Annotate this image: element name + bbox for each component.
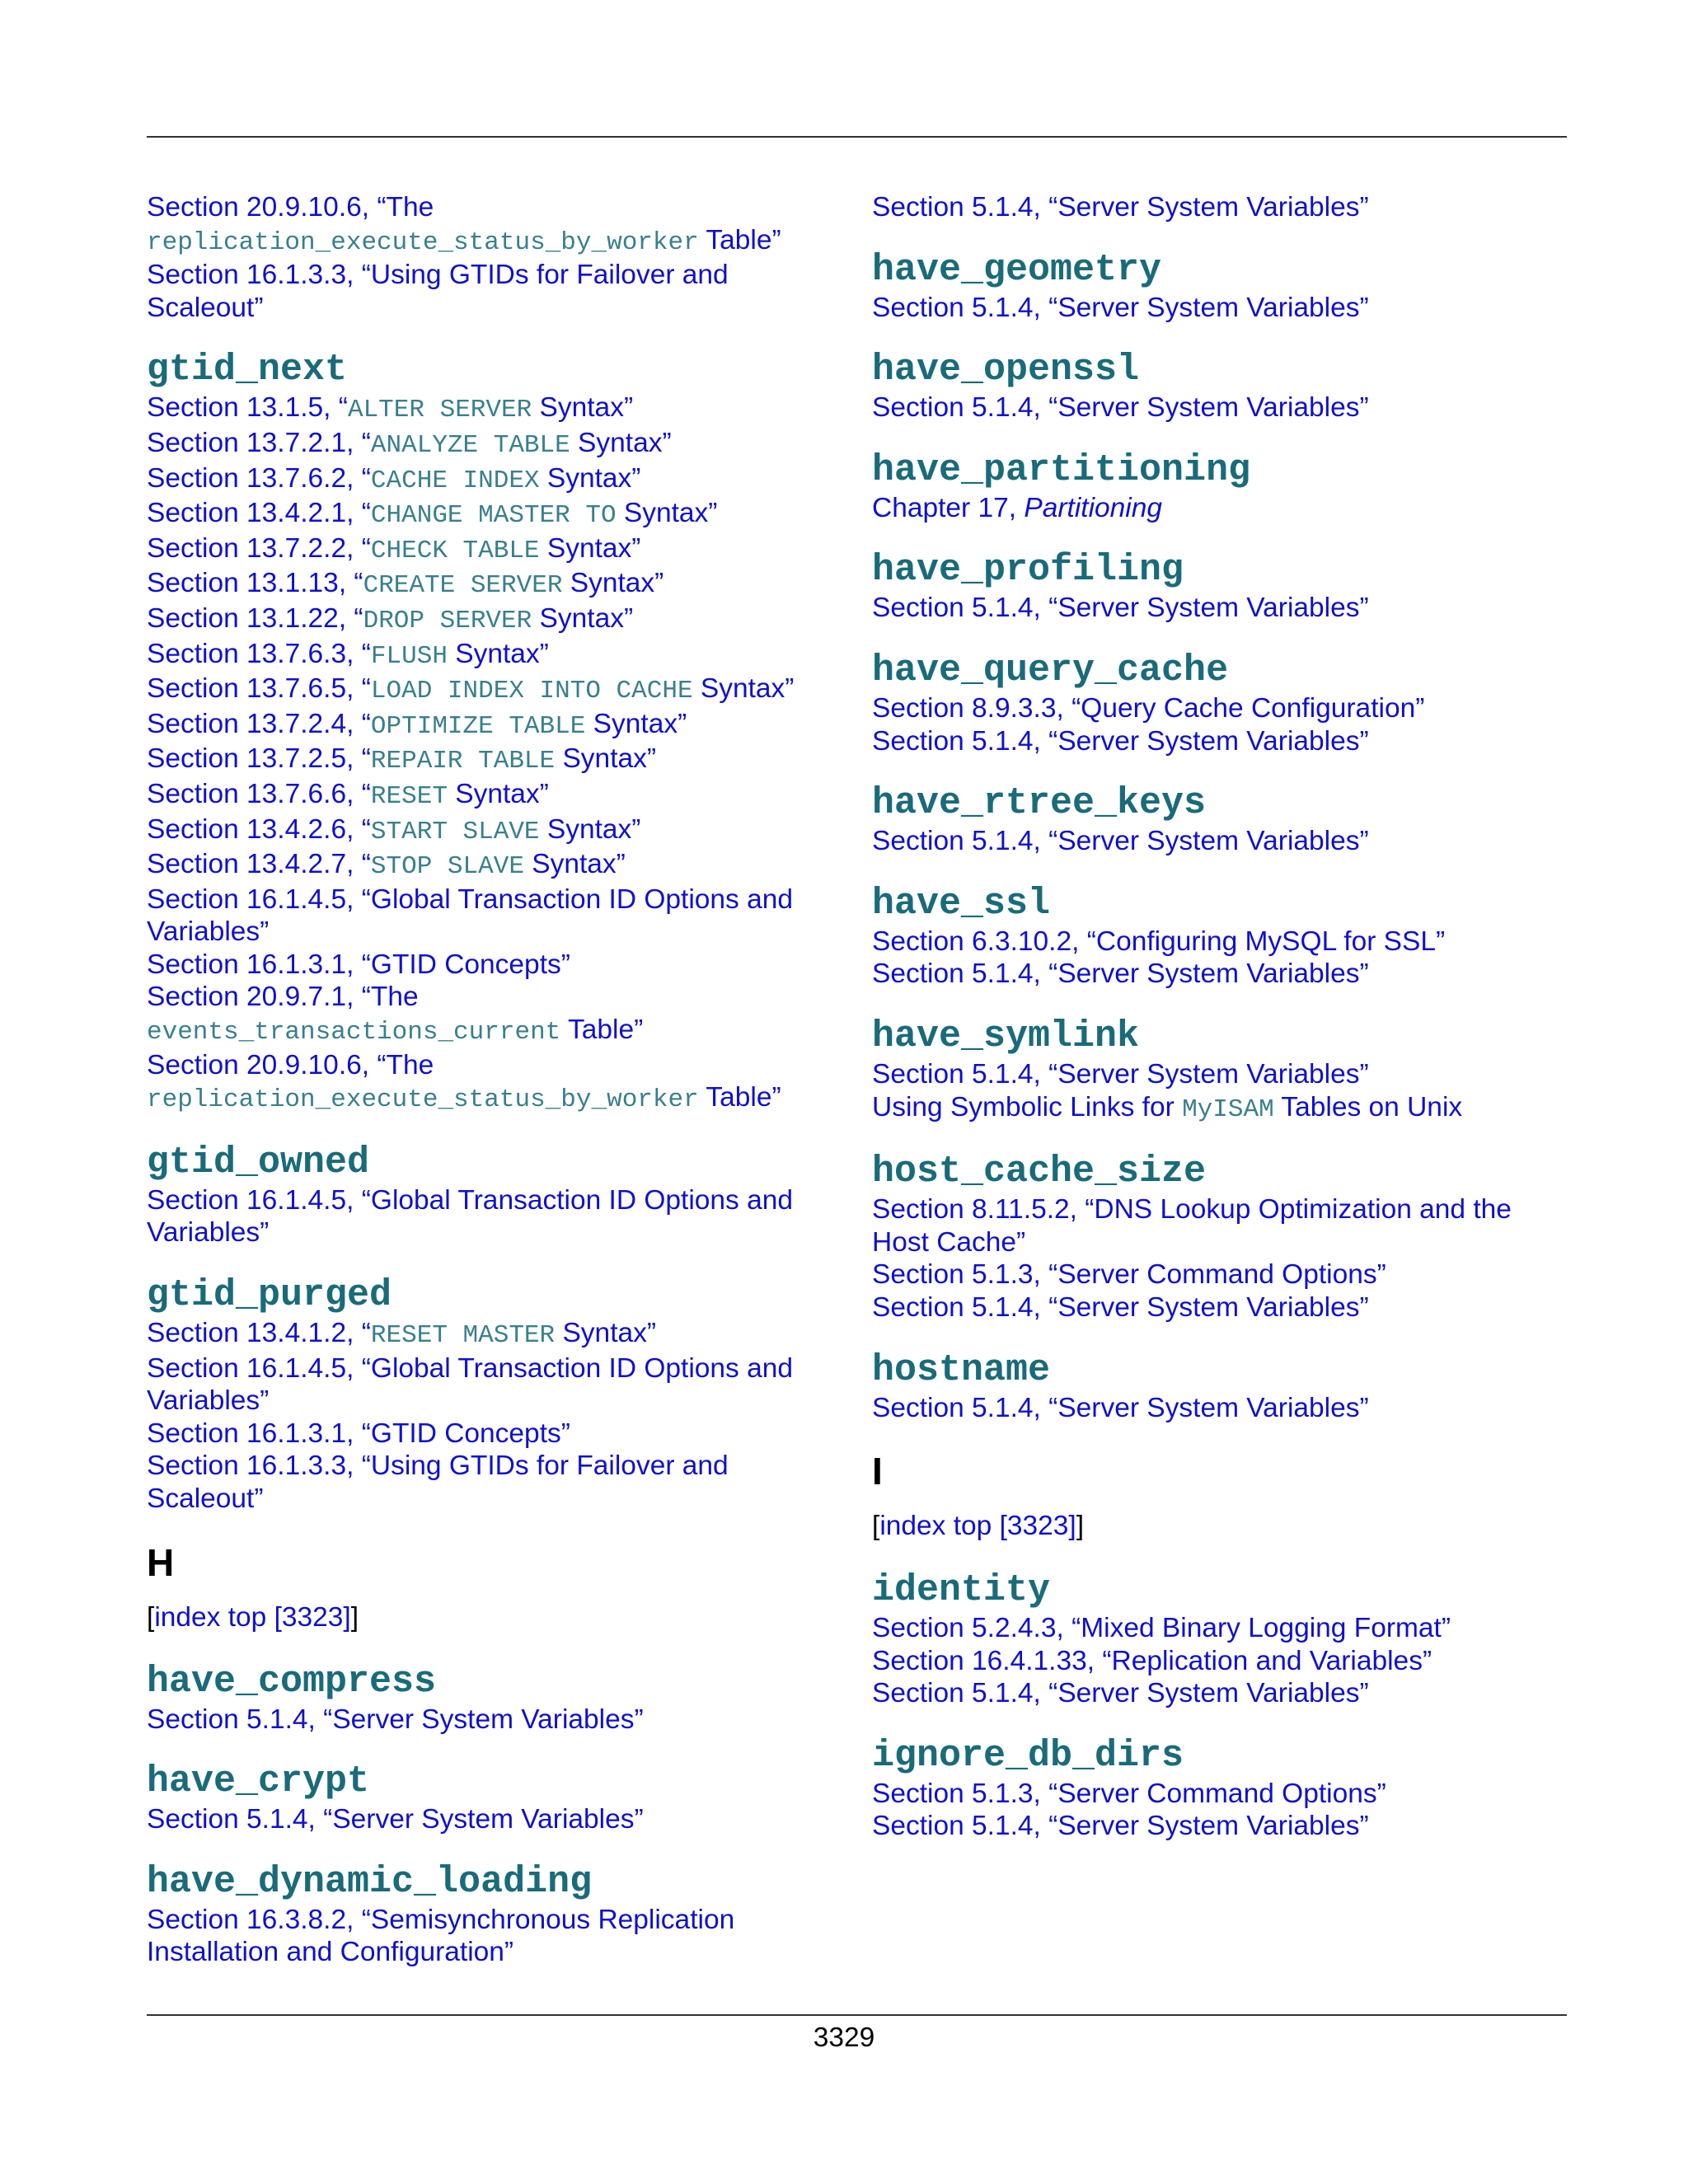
index-term: gtid_purged: [147, 1274, 392, 1317]
section-reference-link[interactable]: [147, 497, 831, 532]
section-reference-link[interactable]: [872, 825, 1567, 858]
reference-text: Syntax”: [532, 392, 634, 424]
reference-text: Section 5.1.4, “Server System Variables”: [872, 1678, 1369, 1709]
bracket-open: [: [872, 1511, 880, 1542]
reference-text: Section 16.1.4.5, “Global Transaction ID Options and: [147, 1184, 793, 1216]
reference-text: Syntax”: [523, 849, 626, 880]
reference-text: Section 13.4.2.7, “: [147, 849, 371, 880]
section-reference-link[interactable]: [872, 1810, 1567, 1843]
section-reference-link[interactable]: [872, 1392, 1567, 1425]
reference-text: Section 13.4.2.1, “: [147, 498, 371, 529]
reference-text: Section 5.1.4, “Server System Variables”: [147, 1704, 644, 1735]
reference-text: Section 5.1.4, “Server System Variables”: [872, 1291, 1369, 1323]
section-reference-link[interactable]: [147, 916, 831, 949]
section-reference-link[interactable]: [147, 1049, 831, 1082]
section-reference-link[interactable]: [147, 981, 831, 1014]
reference-text: Section 8.9.3.3, “Query Cache Configuration”: [872, 692, 1425, 724]
page-number: 3329: [813, 2022, 875, 2053]
index-term: have_openssl: [872, 349, 1140, 391]
reference-code-text: CHANGE MASTER TO: [370, 501, 617, 531]
section-reference-link[interactable]: [872, 1193, 1567, 1226]
index-entry: [872, 1349, 1567, 1425]
reference-text: Section 13.7.2.5, “: [147, 743, 371, 775]
section-reference-link[interactable]: [147, 673, 831, 708]
reference-text: Section 20.9.7.1, “The: [147, 982, 419, 1013]
index-term: gtid_next: [147, 349, 348, 391]
reference-text: Table”: [698, 224, 781, 255]
reference-text: Syntax”: [539, 813, 641, 845]
index-term: have_query_cache: [872, 649, 1229, 691]
section-reference-link[interactable]: [147, 224, 831, 260]
reference-text: Section 5.1.4, “Server System Variables”: [872, 292, 1369, 323]
section-reference-link[interactable]: [872, 391, 1567, 424]
reference-text: Section 16.1.3.3, “Using GTIDs for Failover and: [147, 260, 729, 291]
section-reference-link[interactable]: [147, 743, 831, 778]
reference-text: Section 13.7.2.1, “: [147, 427, 371, 458]
index-top-link[interactable]: index top [3323]: [154, 1601, 351, 1633]
section-reference-link[interactable]: [147, 1352, 831, 1385]
section-reference-link[interactable]: [147, 1418, 831, 1451]
section-reference-link[interactable]: [147, 292, 831, 325]
reference-text: Tables on Unix: [1273, 1091, 1463, 1122]
section-reference-link[interactable]: [872, 492, 1567, 525]
section-reference-link[interactable]: [147, 191, 831, 224]
reference-text: Syntax”: [692, 673, 795, 705]
bracket-close: ]: [350, 1601, 359, 1633]
reference-text: Section 5.1.4, “Server System Variables”: [147, 1804, 644, 1835]
reference-text: Section 5.1.4, “Server System Variables”: [872, 1058, 1369, 1090]
index-term: have_crypt: [147, 1760, 370, 1803]
reference-text: Variables”: [147, 916, 270, 948]
letter-heading: H: [147, 1540, 175, 1584]
index-column-left: [147, 191, 831, 1969]
reference-text: Section 13.1.22, “: [147, 602, 363, 634]
section-reference-link[interactable]: [147, 532, 831, 568]
index-entry: [872, 249, 1567, 325]
index-entry: [872, 649, 1567, 757]
reference-text: Syntax”: [585, 708, 687, 739]
index-entry: [872, 1735, 1567, 1843]
section-reference-link[interactable]: [872, 1258, 1567, 1291]
section-reference-link[interactable]: [147, 1483, 831, 1516]
section-reference-link[interactable]: [147, 602, 831, 638]
reference-text: Syntax”: [539, 462, 641, 494]
reference-text: Section 13.7.2.4, “: [147, 708, 371, 739]
reference-code-text: FLUSH: [370, 641, 448, 671]
reference-text: Syntax”: [616, 498, 718, 529]
reference-text: Syntax”: [555, 743, 657, 775]
reference-text: Section 13.7.6.2, “: [147, 462, 371, 494]
reference-text: Variables”: [147, 1385, 270, 1417]
index-term: have_compress: [147, 1660, 437, 1703]
section-reference-link[interactable]: [872, 1645, 1567, 1678]
reference-text: Section 13.7.2.2, “: [147, 532, 371, 564]
reference-code-text: ALTER SERVER: [347, 396, 532, 425]
section-reference-link[interactable]: [147, 1385, 831, 1418]
letter-section: [147, 1540, 831, 1634]
index-entry: [872, 1569, 1567, 1710]
reference-code-text: REPAIR TABLE: [370, 747, 556, 776]
index-entry: [872, 349, 1567, 424]
reference-text: Syntax”: [555, 1318, 657, 1349]
section-reference-link[interactable]: [147, 848, 831, 883]
reference-text: Table”: [698, 1082, 781, 1113]
reference-code-text: STOP SLAVE: [370, 852, 524, 882]
section-reference-link[interactable]: [872, 191, 1567, 224]
reference-text: Section 5.1.4, “Server System Variables”: [872, 1811, 1369, 1842]
index-entry: [872, 1151, 1567, 1324]
section-reference-link[interactable]: [872, 592, 1567, 625]
index-entry: [147, 1760, 831, 1836]
reference-text: Section 5.1.4, “Server System Variables”: [872, 826, 1369, 857]
section-reference-link[interactable]: [147, 1216, 831, 1249]
section-reference-link[interactable]: [147, 1081, 831, 1117]
reference-code-text: events_transactions_current: [147, 1018, 561, 1047]
index-entry: [147, 1861, 831, 1969]
reference-code-text: replication_execute_status_by_worker: [147, 1085, 699, 1115]
reference-text: Table”: [560, 1015, 644, 1046]
section-reference-link[interactable]: [147, 1704, 831, 1736]
reference-code-text: CREATE SERVER: [363, 571, 563, 601]
index-term: have_geometry: [872, 248, 1162, 291]
section-reference-link[interactable]: [872, 1677, 1567, 1710]
index-entry: [147, 1141, 831, 1249]
reference-text: Section 5.1.4, “Server System Variables”: [872, 958, 1369, 990]
index-entry: [147, 1661, 831, 1736]
index-term: ignore_db_dirs: [872, 1734, 1184, 1777]
reference-code-text: ANALYZE TABLE: [370, 430, 570, 460]
reference-text: Section 16.1.3.1, “GTID Concepts”: [147, 1418, 570, 1449]
reference-text: Section 5.1.3, “Server Command Options”: [872, 1259, 1386, 1291]
reference-code-text: LOAD INDEX INTO CACHE: [370, 677, 693, 706]
section-reference-link[interactable]: [147, 1936, 831, 1969]
reference-text: Section 13.7.6.6, “: [147, 778, 371, 809]
section-reference-link[interactable]: [147, 391, 831, 427]
reference-text: Using Symbolic Links for: [872, 1091, 1183, 1122]
reference-text: Section 13.7.6.3, “: [147, 638, 371, 669]
reference-text: Variables”: [147, 1217, 270, 1249]
section-reference-link[interactable]: [872, 292, 1567, 325]
section-reference-link[interactable]: [147, 1184, 831, 1217]
index-term: have_ssl: [872, 882, 1051, 925]
reference-text: Section 13.1.5, “: [147, 392, 348, 424]
reference-text: Section 5.1.4, “Server System Variables”: [872, 593, 1369, 624]
index-term: have_profiling: [872, 549, 1184, 592]
reference-text: Section 5.1.4, “Server System Variables”: [872, 192, 1369, 223]
section-reference-link[interactable]: [147, 638, 831, 673]
reference-code-text: CACHE INDEX: [370, 466, 540, 495]
reference-code-text: replication_execute_status_by_worker: [147, 227, 699, 257]
reference-text: Section 5.1.4, “Server System Variables”: [872, 392, 1369, 424]
section-reference-link[interactable]: [147, 462, 831, 498]
reference-text: Section 13.4.2.6, “: [147, 813, 371, 845]
section-reference-link[interactable]: [872, 725, 1567, 758]
section-reference-link[interactable]: [147, 708, 831, 743]
reference-text: Section 16.1.3.3, “Using GTIDs for Failover and: [147, 1451, 729, 1482]
index-term: have_symlink: [872, 1015, 1140, 1057]
reference-text: Syntax”: [447, 778, 549, 809]
index-entry: [872, 449, 1567, 525]
index-top-link[interactable]: index top [3323]: [879, 1511, 1076, 1542]
reference-text: Section 13.7.6.5, “: [147, 673, 371, 705]
section-reference-link[interactable]: [147, 883, 831, 916]
reference-text: Installation and Configuration”: [147, 1937, 514, 1968]
reference-text: Section 16.4.1.33, “Replication and Variables”: [872, 1645, 1432, 1676]
index-term: host_cache_size: [872, 1151, 1207, 1193]
index-entry-continuation: [147, 191, 831, 324]
section-reference-link[interactable]: [872, 1778, 1567, 1811]
reference-text: Section 5.1.4, “Server System Variables”: [872, 725, 1369, 757]
reference-text: Syntax”: [539, 532, 641, 564]
reference-code-text: CHECK TABLE: [370, 536, 540, 565]
section-reference-link[interactable]: [872, 926, 1567, 958]
section-reference-link[interactable]: [872, 1091, 1567, 1127]
section-reference-link[interactable]: [147, 778, 831, 813]
section-reference-link[interactable]: [147, 813, 831, 849]
index-entry: [147, 1274, 831, 1516]
section-reference-link[interactable]: [147, 1904, 831, 1937]
reference-text: Section 5.1.4, “Server System Variables”: [872, 1392, 1369, 1423]
reference-text: Syntax”: [447, 638, 549, 669]
reference-code-text: DROP SERVER: [363, 606, 532, 635]
section-reference-link[interactable]: [872, 1291, 1567, 1324]
reference-text: Syntax”: [570, 427, 672, 458]
bracket-open: [: [147, 1601, 155, 1633]
reference-code-text: MyISAM: [1182, 1094, 1274, 1124]
index-term: have_rtree_keys: [872, 782, 1207, 825]
reference-text: Section 5.1.3, “Server Command Options”: [872, 1778, 1386, 1809]
index-term: identity: [872, 1569, 1051, 1612]
index-term: have_partitioning: [872, 448, 1251, 491]
section-reference-link[interactable]: [872, 958, 1567, 991]
bracket-close: ]: [1076, 1511, 1085, 1542]
index-term: hostname: [872, 1348, 1051, 1391]
reference-text: Section 5.2.4.3, “Mixed Binary Logging Format”: [872, 1613, 1451, 1644]
letter-section: [872, 1449, 1567, 1543]
index-term: have_dynamic_loading: [147, 1860, 593, 1903]
reference-text: Section 16.1.4.5, “Global Transaction ID Options and: [147, 1352, 793, 1384]
section-reference-link[interactable]: [872, 692, 1567, 725]
letter-heading: I: [872, 1450, 883, 1493]
reference-code-text: START SLAVE: [370, 817, 540, 846]
reference-text: Section 6.3.10.2, “Configuring MySQL for SSL”: [872, 926, 1446, 957]
section-reference-link[interactable]: [147, 1317, 831, 1352]
index-top-line: [872, 1510, 1567, 1543]
section-reference-link[interactable]: [147, 567, 831, 602]
section-reference-link[interactable]: [872, 1226, 1567, 1259]
reference-text: Section 16.1.4.5, “Global Transaction ID Options and: [147, 883, 793, 915]
index-entry: [872, 782, 1567, 858]
header-rule: [147, 136, 1567, 138]
reference-code-text: RESET MASTER: [370, 1321, 556, 1351]
index-term: gtid_owned: [147, 1141, 370, 1183]
section-reference-link[interactable]: [147, 1014, 831, 1049]
index-column-right: [872, 191, 1567, 1843]
section-reference-link[interactable]: [147, 259, 831, 292]
footer-rule: [147, 2014, 1567, 2016]
section-reference-link[interactable]: [147, 949, 831, 982]
reference-text: Section 13.1.13, “: [147, 568, 363, 599]
index-top-line: [147, 1601, 831, 1634]
reference-code-text: RESET: [370, 781, 448, 811]
index-entry: [872, 1015, 1567, 1126]
reference-text: Syntax”: [532, 602, 634, 634]
reference-text: Host Cache”: [872, 1226, 1026, 1258]
section-reference-link[interactable]: [147, 1450, 831, 1483]
index-entry-continuation: [872, 191, 1567, 224]
index-entry: [872, 549, 1567, 625]
index-entry: [147, 349, 831, 1116]
reference-text: Syntax”: [562, 568, 664, 599]
reference-code-text: OPTIMIZE TABLE: [370, 711, 586, 741]
reference-text: Chapter 17,: [872, 492, 1025, 523]
section-reference-link[interactable]: [147, 427, 831, 462]
reference-text: Section 8.11.5.2, “DNS Lookup Optimization and the: [872, 1194, 1512, 1226]
reference-text: Section 16.3.8.2, “Semisynchronous Replication: [147, 1904, 735, 1935]
section-reference-link[interactable]: [872, 1058, 1567, 1091]
reference-text: Section 16.1.3.1, “GTID Concepts”: [147, 949, 570, 980]
reference-text: Section 20.9.10.6, “The: [147, 1049, 434, 1080]
index-entry: [872, 883, 1567, 991]
reference-text: Partitioning: [1024, 492, 1162, 523]
section-reference-link[interactable]: [872, 1612, 1567, 1645]
section-reference-link[interactable]: [147, 1803, 831, 1836]
reference-text: Section 20.9.10.6, “The: [147, 192, 434, 223]
reference-text: Scaleout”: [147, 1483, 264, 1514]
reference-text: Section 13.4.1.2, “: [147, 1318, 371, 1349]
reference-text: Scaleout”: [147, 292, 264, 323]
